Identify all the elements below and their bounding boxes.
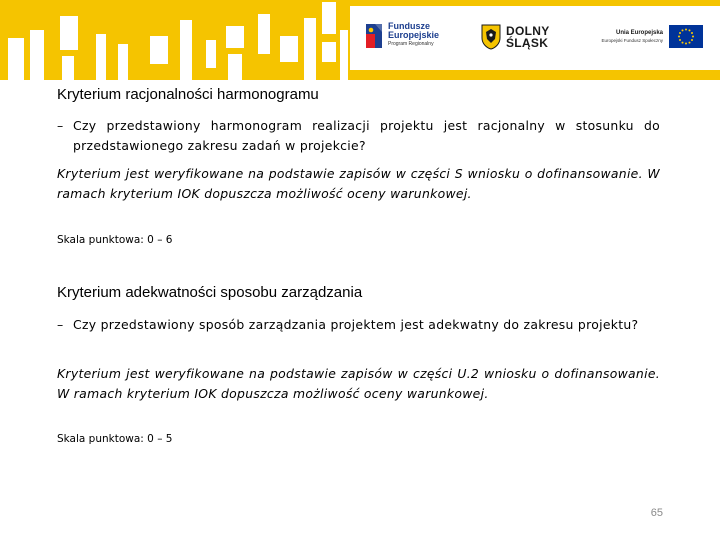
dolny-slask-shield-icon bbox=[481, 24, 501, 50]
page-number: 65 bbox=[650, 507, 663, 519]
section1-bullet-text: Czy przedstawiony harmonogram realizacji projektu jest racjonalny w stosunku do przedstawionego zakresu zadań w projekcie? bbox=[73, 118, 660, 153]
fundusze-europejskie-text bbox=[388, 22, 439, 48]
funds-line3: Program Regionalny bbox=[388, 41, 434, 47]
bullet-dash: – bbox=[57, 317, 64, 332]
section2-note: Kryterium jest weryfikowane na podstawie zapisów w części U.2 wniosku o dofinansowanie. W ramach kryterium IOK dopuszcza możliwość oceny warunkowej. bbox=[57, 366, 660, 401]
section2-heading: Kryterium adekwatności sposobu zarządzania bbox=[57, 284, 363, 301]
funds-line1: Fundusze bbox=[388, 21, 430, 31]
eu-line1: Unia Europejska bbox=[615, 30, 663, 36]
section1-scale: Skala punktowa: 0 – 6 bbox=[57, 234, 173, 246]
region-line2: ŚLĄSK bbox=[506, 36, 549, 50]
section1-heading: Kryterium racjonalności harmonogramu bbox=[57, 86, 319, 103]
section2-bullet-text: Czy przedstawiony sposób zarządzania projektem jest adekwatny do zakresu projektu? bbox=[73, 317, 639, 332]
fundusze-europejskie-logo-icon bbox=[362, 22, 384, 50]
dolny-slask-text bbox=[506, 25, 550, 49]
section2-bullet bbox=[57, 315, 660, 335]
section2-scale: Skala punktowa: 0 – 5 bbox=[57, 433, 173, 445]
eu-line2: Europejski Fundusz Społeczny bbox=[601, 38, 663, 43]
section1-bullet bbox=[57, 116, 660, 156]
funds-line2: Europejskie bbox=[388, 30, 440, 40]
region-line1: DOLNY bbox=[506, 24, 550, 38]
eu-text bbox=[585, 29, 663, 44]
eu-flag-icon bbox=[669, 25, 703, 48]
section1-note: Kryterium jest weryfikowane na podstawie zapisów w części S wniosku o dofinansowanie. W ramach kryterium IOK dopuszcza możliwość oceny warunkowej. bbox=[57, 166, 660, 201]
bullet-dash: – bbox=[57, 118, 64, 133]
